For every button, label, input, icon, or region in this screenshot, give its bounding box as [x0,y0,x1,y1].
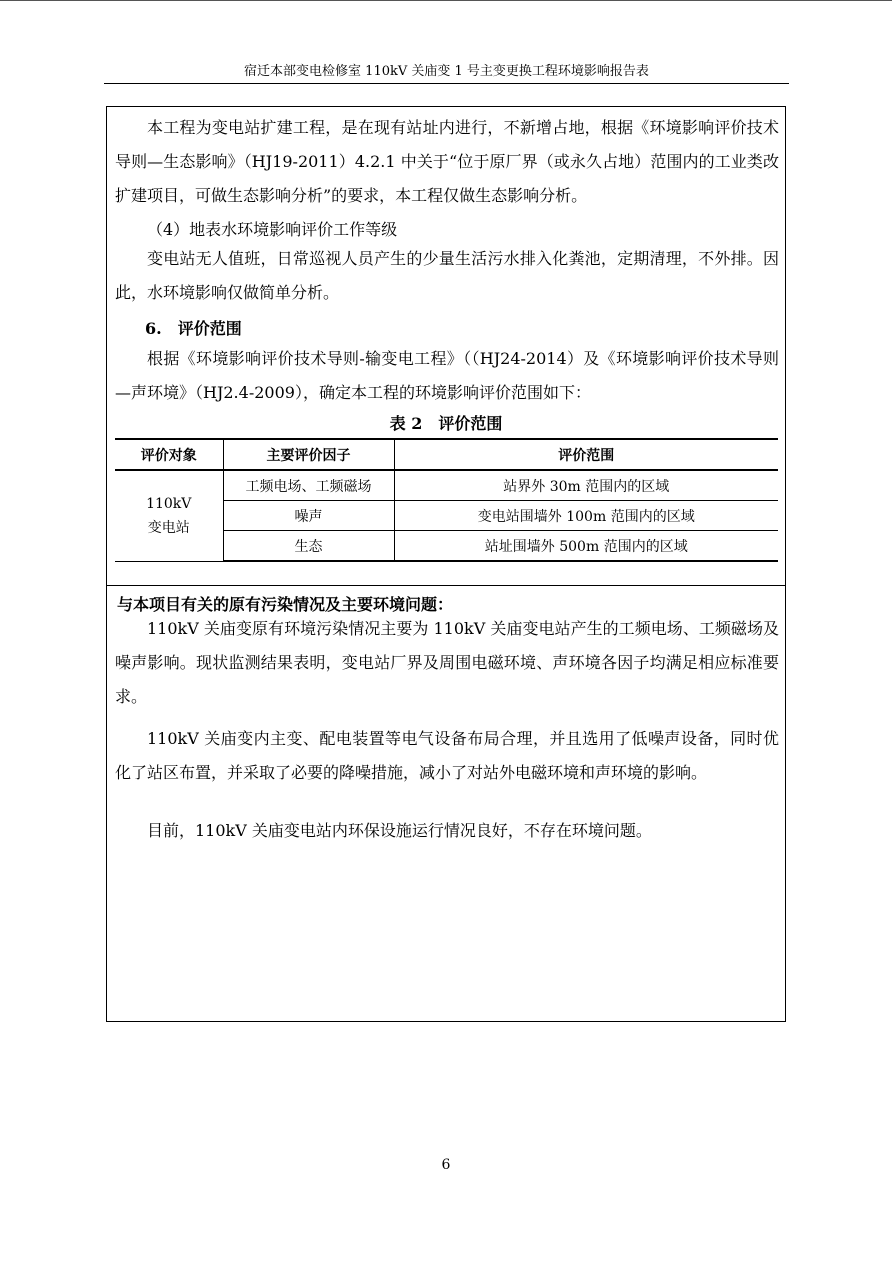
table-header-row [115,439,778,470]
table-header-cell: 评价对象 [115,439,223,470]
content-box-assessment [106,106,786,586]
heading-assessment-scope: 6. 评价范围 [145,319,242,338]
subheading-surface-water: （4）地表水环境影响评价工作等级 [147,220,398,239]
header-rule [104,83,789,84]
object-line: 110kV [146,495,192,512]
object-line: 变电站 [147,519,190,536]
table-cell-object [115,470,223,561]
paragraph-scope: 根据《环境影响评价技术导则-输变电工程》（（HJ24-2014）及《环境影响评价技术导则—声环境》（HJ2.4-2009），确定本工程的环境影响评价范围如下： [115,349,779,402]
paragraph-ecology: 本工程为变电站扩建工程，是在现有站址内进行，不新增占地，根据《环境影响评价技术导则—生态影响》（HJ19-2011）4.2.1 中关于“位于原厂界（或永久占地）范围内的工业类改扩建项目，可做生态影响分析”的要求，本工程仅做生态影响分析。 [115,118,779,205]
page-top-border [0,0,892,1]
page-number: 6 [441,1157,451,1173]
paragraph-equipment-layout: 110kV 关庙变内主变、配电装置等电气设备布局合理，并且选用了低噪声设备，同时优化了站区布置，并采取了必要的降噪措施，减小了对站外电磁环境和声环境的影响。 [115,729,779,782]
table-cell-factor: 工频电场、工频磁场 [223,470,394,501]
assessment-scope-table [115,438,778,562]
heading-existing-pollution: 与本项目有关的原有污染情况及主要环境问题： [117,595,454,614]
table-cell-factor: 生态 [223,531,394,562]
paragraph-current-status: 目前，110kV 关庙变电站内环保设施运行情况良好，不存在环境问题。 [147,821,652,840]
table-cell-range: 变电站围墙外 100m 范围内的区域 [394,501,778,531]
content-box-existing-pollution [106,585,786,1022]
table-cell-range: 站址围墙外 500m 范围内的区域 [394,531,778,562]
table-cell-range: 站界外 30m 范围内的区域 [394,470,778,501]
table-row [115,470,778,501]
paragraph-water: 变电站无人值班，日常巡视人员产生的少量生活污水排入化粪池，定期清理，不外排。因此，水环境影响仅做简单分析。 [115,249,779,302]
page-header: 宿迁本部变电检修室 110kV 关庙变 1 号主变更换工程环境影响报告表 [244,64,649,79]
paragraph-existing-pollution: 110kV 关庙变原有环境污染情况主要为 110kV 关庙变电站产生的工频电场、工频磁场及噪声影响。现状监测结果表明，变电站厂界及周围电磁环境、声环境各因子均满足相应标准要求。 [115,619,779,706]
table-cell-factor: 噪声 [223,501,394,531]
table-header-cell: 评价范围 [394,439,778,470]
table-header-cell: 主要评价因子 [223,439,394,470]
table-title: 表 2 评价范围 [389,414,503,433]
